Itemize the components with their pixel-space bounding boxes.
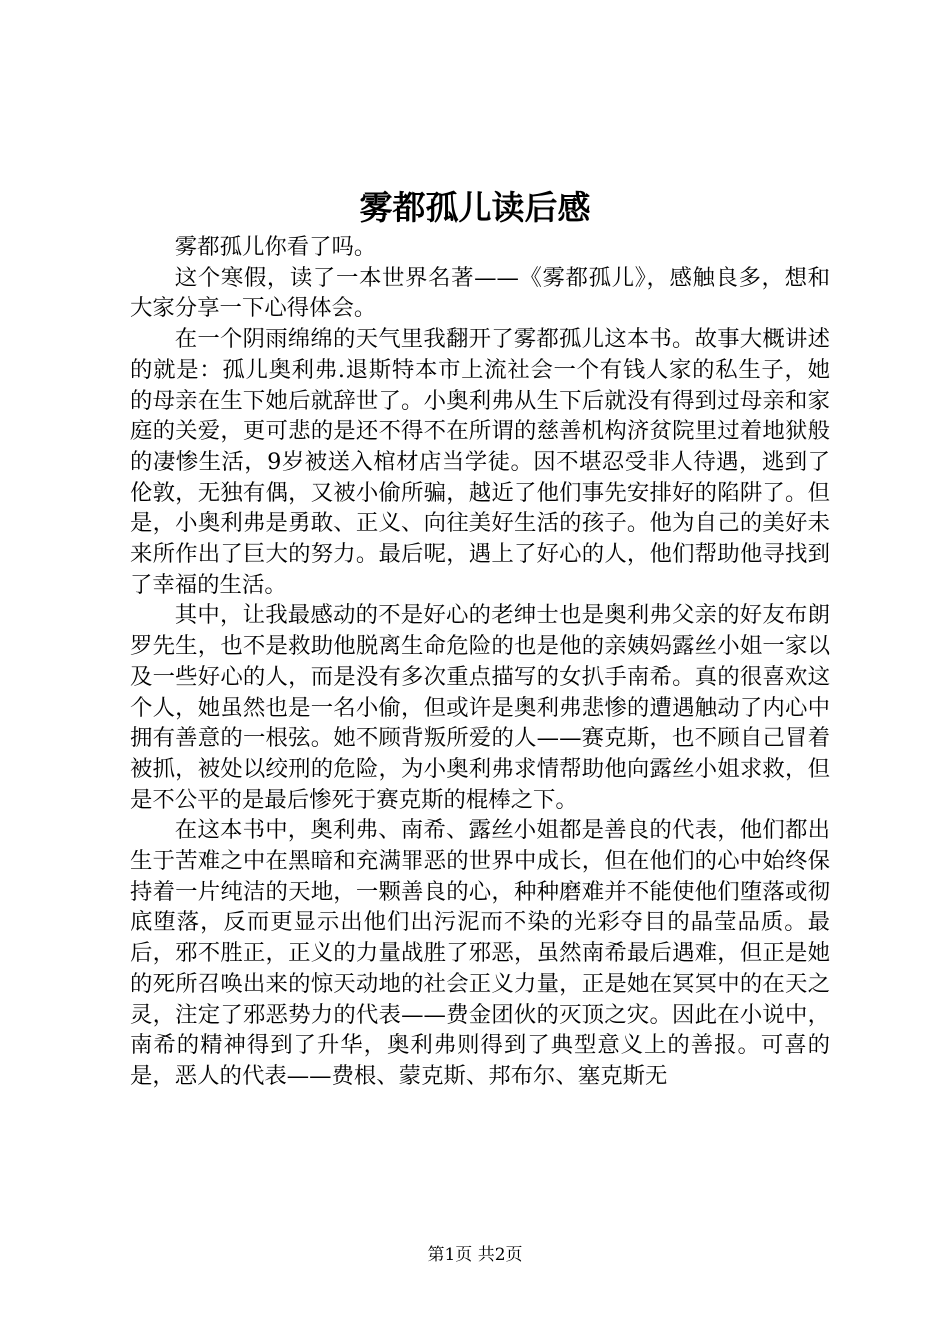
paragraph: 在一个阴雨绵绵的天气里我翻开了雾都孤儿这本书。故事大概讲述的就是：孤儿奥利弗.退斯特本市上流社会一个有钱人家的私生子，她的母亲在生下她后就辞世了。小奥利弗从生下后就没有得到过母亲和家庭的关爱，更可悲的是还不得不在所谓的慈善机构济贫院里过着地狱般的凄惨生活，9岁被送入棺材店当学徒。因不堪忍受非人待遇，逃到了伦敦，无独有偶，又被小偷所骗，越近了他们事先安排好的陷阱了。但是，小奥利弗是勇敢、正义、向往美好生活的孩子。他为自己的美好未来所作出了巨大的努力。最后呢，遇上了好心的人，他们帮助他寻找到了幸福的生活。 <box>130 326 830 598</box>
paragraph: 其中，让我最感动的不是好心的老绅士也是奥利弗父亲的好友布朗罗先生，也不是救助他脱离生命危险的也是他的亲姨妈露丝小姐一家以及一些好心的人，而是没有多次重点描写的女扒手南希。真的很喜欢这个人，她虽然也是一名小偷，但或许是奥利弗悲惨的遭遇触动了内心中拥有善意的一根弦。她不顾背叛所爱的人——赛克斯，也不顾自己冒着被抓，被处以绞刑的危险，为小奥利弗求情帮助他向露丝小姐求救，但是不公平的是最后惨死于赛克斯的棍棒之下。 <box>130 602 830 813</box>
paragraph: 这个寒假，读了一本世界名著——《雾都孤儿》，感触良多，想和大家分享一下心得体会。 <box>130 264 830 322</box>
page-footer: 第1页 共2页 <box>427 1245 523 1265</box>
document-title: 雾都孤儿读后感 <box>359 188 591 227</box>
paragraph: 在这本书中，奥利弗、南希、露丝小姐都是善良的代表，他们都出生于苦难之中在黑暗和充满罪恶的世界中成长，但在他们的心中始终保持着一片纯洁的天地，一颗善良的心，种种磨难并不能使他们堕落或彻底堕落，反而更显示出他们出污泥而不染的光彩夺目的晶莹品质。最后，邪不胜正，正义的力量战胜了邪恶，虽然南希最后遇难，但正是她的死所召唤出来的惊天动地的社会正义力量，正是她在冥冥中的在天之灵，注定了邪恶势力的代表——费金团伙的灭顶之灾。因此在小说中，南希的精神得到了升华，奥利弗则得到了典型意义上的善报。可喜的是，恶人的代表——费根、蒙克斯、邦布尔、塞克斯无 <box>130 817 830 1089</box>
paragraph: 雾都孤儿你看了吗。 <box>174 234 377 260</box>
document-body <box>130 232 830 1092</box>
